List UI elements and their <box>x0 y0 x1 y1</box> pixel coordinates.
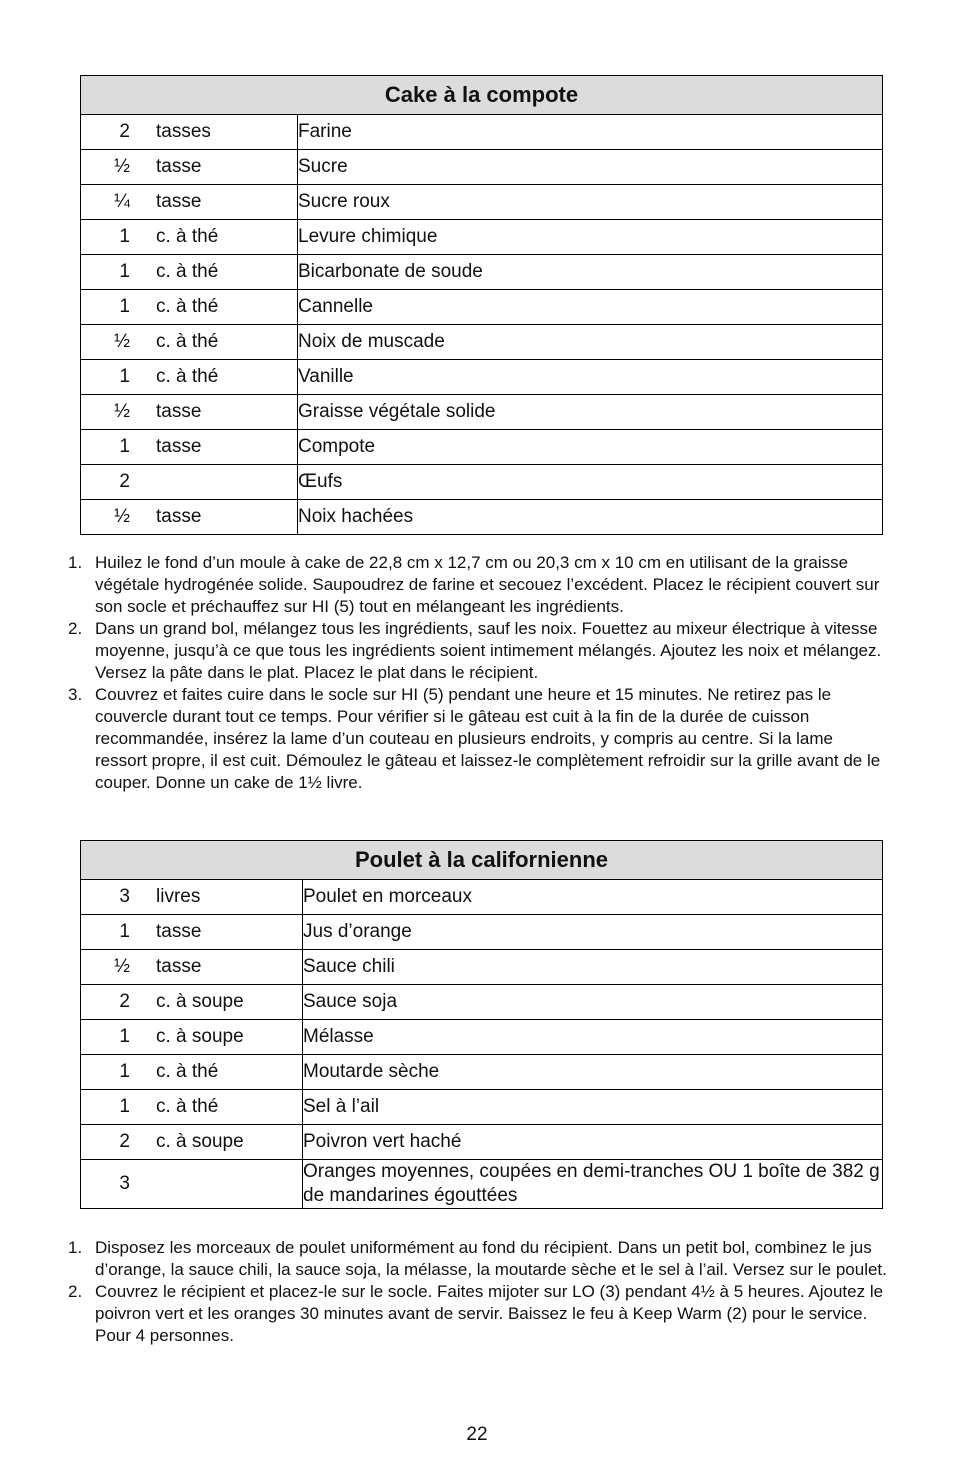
ingredient-row <box>81 360 883 395</box>
recipe-table-cake <box>80 75 883 535</box>
ingredient-name: Sauce soja <box>303 985 883 1020</box>
ingredient-quantity: 1 <box>119 1061 130 1082</box>
ingredient-quantity: 2 <box>119 121 130 142</box>
step-item <box>68 684 888 794</box>
page-number: 22 <box>466 1424 488 1445</box>
ingredient-amount <box>81 915 303 950</box>
ingredient-amount <box>81 220 298 255</box>
ingredient-row <box>81 430 883 465</box>
ingredient-amount <box>81 360 298 395</box>
ingredient-row <box>81 150 883 185</box>
ingredient-amount <box>81 465 298 500</box>
ingredient-row <box>81 500 883 535</box>
ingredient-amount <box>81 1160 303 1209</box>
ingredient-row <box>81 1160 883 1209</box>
ingredient-quantity: 1 <box>119 366 130 387</box>
ingredient-amount <box>81 1055 303 1090</box>
ingredient-unit: c. à thé <box>156 1061 219 1082</box>
ingredient-row <box>81 185 883 220</box>
ingredient-name: Compote <box>298 430 883 465</box>
ingredient-unit: c. à soupe <box>156 991 244 1012</box>
ingredient-name: Bicarbonate de soude <box>298 255 883 290</box>
ingredient-unit: c. à thé <box>156 296 219 317</box>
step-text: Couvrez le récipient et placez-le sur le socle. Faites mijoter sur LO (3) pendant 4½ à 5 heures. Ajoutez le poivron vert et les oranges 30 minutes avant de servir. Baissez le feu à Keep Warm (2) pour le service. Pour 4 personnes. <box>95 1282 884 1345</box>
ingredient-amount <box>81 185 298 220</box>
ingredient-quantity: ½ <box>114 506 130 527</box>
ingredient-name: Levure chimique <box>298 220 883 255</box>
ingredient-quantity: ½ <box>114 156 130 177</box>
ingredient-row <box>81 1125 883 1160</box>
ingredient-amount <box>81 985 303 1020</box>
ingredient-name: Sel à l’ail <box>303 1090 883 1125</box>
ingredient-name: Sucre <box>298 150 883 185</box>
recipe-table-poulet <box>80 840 883 1209</box>
ingredient-quantity: 1 <box>119 261 130 282</box>
step-item <box>68 1237 888 1281</box>
ingredient-row <box>81 1090 883 1125</box>
step-text: Huilez le fond d’un moule à cake de 22,8 cm x 12,7 cm ou 20,3 cm x 10 cm en utilisant de la graisse végétale hydrogénée solide. Saupoudrez de farine et secouez l’excédent. Placez le récipient couvert sur son socle et préchauffez sur HI (5) tout en mélangeant les ingrédients. <box>95 553 880 616</box>
ingredient-row <box>81 880 883 915</box>
ingredient-unit: tasse <box>156 436 202 457</box>
ingredient-name: Sauce chili <box>303 950 883 985</box>
step-number: 2. <box>68 619 83 638</box>
ingredient-quantity: ¼ <box>114 191 130 212</box>
ingredient-row <box>81 1020 883 1055</box>
ingredient-unit: c. à thé <box>156 366 219 387</box>
ingredient-quantity: 3 <box>119 1173 130 1194</box>
ingredient-unit: tasse <box>156 506 202 527</box>
step-number: 2. <box>68 1282 83 1301</box>
ingredient-row <box>81 395 883 430</box>
ingredient-row <box>81 915 883 950</box>
ingredient-quantity: 1 <box>119 1096 130 1117</box>
ingredient-row <box>81 950 883 985</box>
step-item <box>68 1281 888 1347</box>
ingredient-quantity: 2 <box>119 1131 130 1152</box>
ingredient-name: Vanille <box>298 360 883 395</box>
ingredient-name: Oranges moyennes, coupées en demi-tranches OU 1 boîte de 382 g de mandarines égouttées <box>303 1160 883 1209</box>
ingredient-quantity: ½ <box>114 331 130 352</box>
ingredient-quantity: ½ <box>114 956 130 977</box>
ingredient-name: Mélasse <box>303 1020 883 1055</box>
ingredient-quantity: 1 <box>119 1026 130 1047</box>
ingredient-unit: tasse <box>156 956 202 977</box>
ingredient-name: Farine <box>298 115 883 150</box>
ingredient-name: Cannelle <box>298 290 883 325</box>
ingredient-row <box>81 115 883 150</box>
ingredient-amount <box>81 255 298 290</box>
step-text: Disposez les morceaux de poulet uniformément au fond du récipient. Dans un petit bol, combinez le jus d’orange, la sauce chili, la sauce soja, la mélasse, la moutarde sèche et le sel à l’ail. Versez sur le poulet. <box>95 1238 887 1279</box>
step-text: Dans un grand bol, mélangez tous les ingrédients, sauf les noix. Fouettez au mixeur électrique à vitesse moyenne, jusqu’à ce que tous les ingrédients soient intimement mélangés. Ajoutez les noix et mélangez. Versez la pâte dans le plat. Placez le plat dans le récipient. <box>95 619 882 682</box>
ingredient-amount <box>81 325 298 360</box>
ingredient-name: Sucre roux <box>298 185 883 220</box>
ingredient-unit: tasse <box>156 921 202 942</box>
ingredient-unit: c. à thé <box>156 261 219 282</box>
ingredient-quantity: 1 <box>119 226 130 247</box>
ingredient-unit: tasse <box>156 401 202 422</box>
ingredient-amount <box>81 1090 303 1125</box>
ingredient-row <box>81 1055 883 1090</box>
ingredient-unit: tasse <box>156 156 202 177</box>
ingredient-unit: livres <box>156 886 201 907</box>
ingredient-name: Poulet en morceaux <box>303 880 883 915</box>
ingredient-row <box>81 325 883 360</box>
step-number: 3. <box>68 685 83 704</box>
recipe-steps-poulet <box>68 1237 888 1347</box>
ingredient-unit: tasse <box>156 191 202 212</box>
step-item <box>68 618 888 684</box>
ingredient-quantity: 1 <box>119 296 130 317</box>
ingredient-amount <box>81 430 298 465</box>
step-number: 1. <box>68 553 83 572</box>
ingredient-quantity: 2 <box>119 471 130 492</box>
ingredient-quantity: ½ <box>114 401 130 422</box>
ingredient-name: Jus d’orange <box>303 915 883 950</box>
ingredient-quantity: 1 <box>119 436 130 457</box>
ingredient-amount <box>81 115 298 150</box>
ingredient-name: Poivron vert haché <box>303 1125 883 1160</box>
ingredient-row <box>81 290 883 325</box>
step-number: 1. <box>68 1238 83 1257</box>
ingredient-quantity: 2 <box>119 991 130 1012</box>
ingredient-amount <box>81 395 298 430</box>
ingredient-unit: c. à thé <box>156 1096 219 1117</box>
ingredient-amount <box>81 950 303 985</box>
ingredient-row <box>81 255 883 290</box>
ingredient-name: Noix de muscade <box>298 325 883 360</box>
step-text: Couvrez et faites cuire dans le socle sur HI (5) pendant une heure et 15 minutes. Ne retirez pas le couvercle durant tout ce temps. Pour vérifier si le gâteau est cuit à la fin de la durée de cuisson recommandée, insérez la lame d’un couteau en plusieurs endroits, y compris au centre. Si la lame ressort propre, il est cuit. Démoulez le gâteau et laissez-le complètement refroidir sur la grille avant de le couper. Donne un cake de 1½ livre. <box>95 685 881 792</box>
recipe-steps-cake <box>68 552 888 794</box>
ingredient-name: Œufs <box>298 465 883 500</box>
ingredient-unit: c. à thé <box>156 226 219 247</box>
ingredient-name: Moutarde sèche <box>303 1055 883 1090</box>
ingredient-amount <box>81 150 298 185</box>
ingredient-amount <box>81 880 303 915</box>
ingredient-amount <box>81 290 298 325</box>
ingredient-unit: c. à soupe <box>156 1131 244 1152</box>
ingredient-amount <box>81 1020 303 1055</box>
ingredient-row <box>81 465 883 500</box>
ingredient-quantity: 1 <box>119 921 130 942</box>
ingredient-name: Graisse végétale solide <box>298 395 883 430</box>
ingredient-quantity: 3 <box>119 886 130 907</box>
ingredient-row <box>81 220 883 255</box>
recipe-title: Cake à la compote <box>81 76 883 115</box>
ingredient-row <box>81 985 883 1020</box>
ingredient-amount <box>81 1125 303 1160</box>
recipe-title: Poulet à la californienne <box>81 841 883 880</box>
ingredient-name: Noix hachées <box>298 500 883 535</box>
ingredient-unit: c. à soupe <box>156 1026 244 1047</box>
step-item <box>68 552 888 618</box>
ingredient-unit: c. à thé <box>156 331 219 352</box>
ingredient-unit: tasses <box>156 121 211 142</box>
ingredient-amount <box>81 500 298 535</box>
